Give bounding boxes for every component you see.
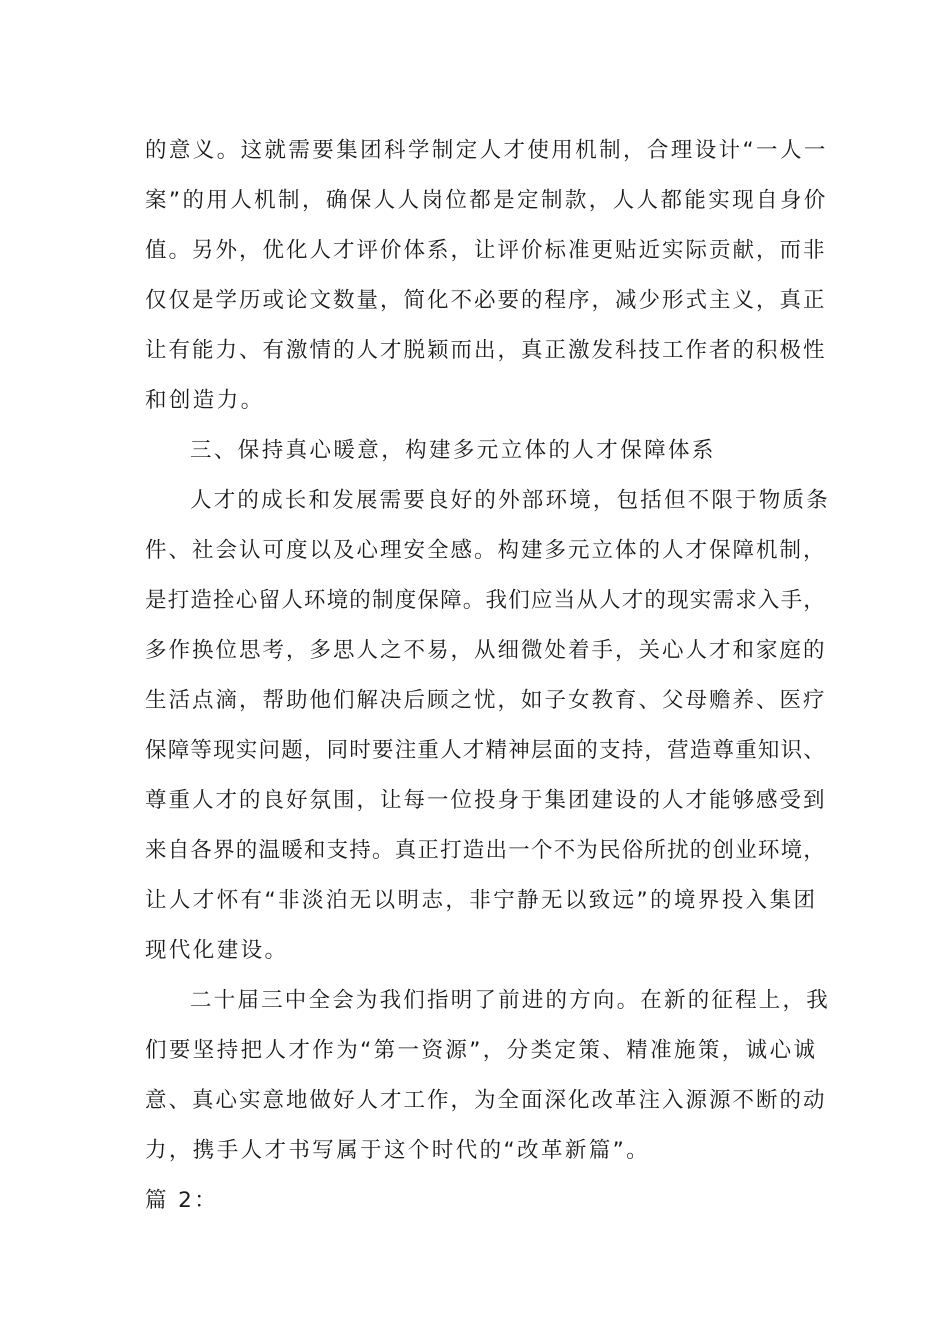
paragraph-line: 的意义。这就需要集团科学制定人才使用机制，合理设计“一人一 bbox=[145, 138, 828, 163]
paragraph-line: 来自各界的温暖和支持。真正打造出一个不为民俗所扰的创业环境， bbox=[145, 838, 827, 863]
paragraph-line: 们要坚持把人才作为“第一资源”，分类定策、精准施策，诚心诚 bbox=[145, 1038, 818, 1063]
paragraph-line: 件、社会认可度以及心理安全感。构建多元立体的人才保障机制， bbox=[145, 538, 827, 563]
paragraph-line: 是打造拴心留人环境的制度保障。我们应当从人才的现实需求入手， bbox=[145, 588, 827, 613]
paragraph-line: 案”的用人机制，确保人人岗位都是定制款，人人都能实现自身价 bbox=[145, 188, 828, 213]
paragraph-line: 现代化建设。 bbox=[145, 938, 289, 963]
paragraph-line: 力，携手人才书写属于这个时代的“改革新篇”。 bbox=[145, 1138, 651, 1163]
paragraph-line: 让有能力、有激情的人才脱颖而出，真正激发科技工作者的积极性 bbox=[145, 338, 827, 363]
section-heading: 三、保持真心暖意，构建多元立体的人才保障体系 bbox=[190, 438, 716, 463]
paragraph-line: 尊重人才的良好氛围，让每一位投身于集团建设的人才能够感受到 bbox=[145, 788, 827, 813]
paragraph-line: 让人才怀有“非淡泊无以明志，非宁静无以致远”的境界投入集团 bbox=[145, 888, 818, 913]
paragraph-line: 生活点滴，帮助他们解决后顾之忧，如子女教育、父母赡养、医疗 bbox=[145, 688, 827, 713]
paragraph-line: 意、真心实意地做好人才工作，为全面深化改革注入源源不断的动 bbox=[145, 1088, 827, 1113]
paragraph-line: 和创造力。 bbox=[145, 388, 265, 413]
paragraph-line: 保障等现实问题，同时要注重人才精神层面的支持，营造尊重知识、 bbox=[145, 738, 827, 763]
paragraph-line: 多作换位思考，多思人之不易，从细微处着手，关心人才和家庭的 bbox=[145, 638, 827, 663]
paragraph-line: 仅仅是学历或论文数量，简化不必要的程序，减少形式主义，真正 bbox=[145, 288, 827, 313]
article-label: 篇 2： bbox=[145, 1188, 219, 1213]
paragraph-line: 二十届三中全会为我们指明了前进的方向。在新的征程上，我 bbox=[190, 988, 830, 1013]
paragraph-line: 人才的成长和发展需要良好的外部环境，包括但不限于物质条 bbox=[190, 488, 830, 513]
paragraph-line: 值。另外，优化人才评价体系，让评价标准更贴近实际贡献，而非 bbox=[145, 238, 827, 263]
